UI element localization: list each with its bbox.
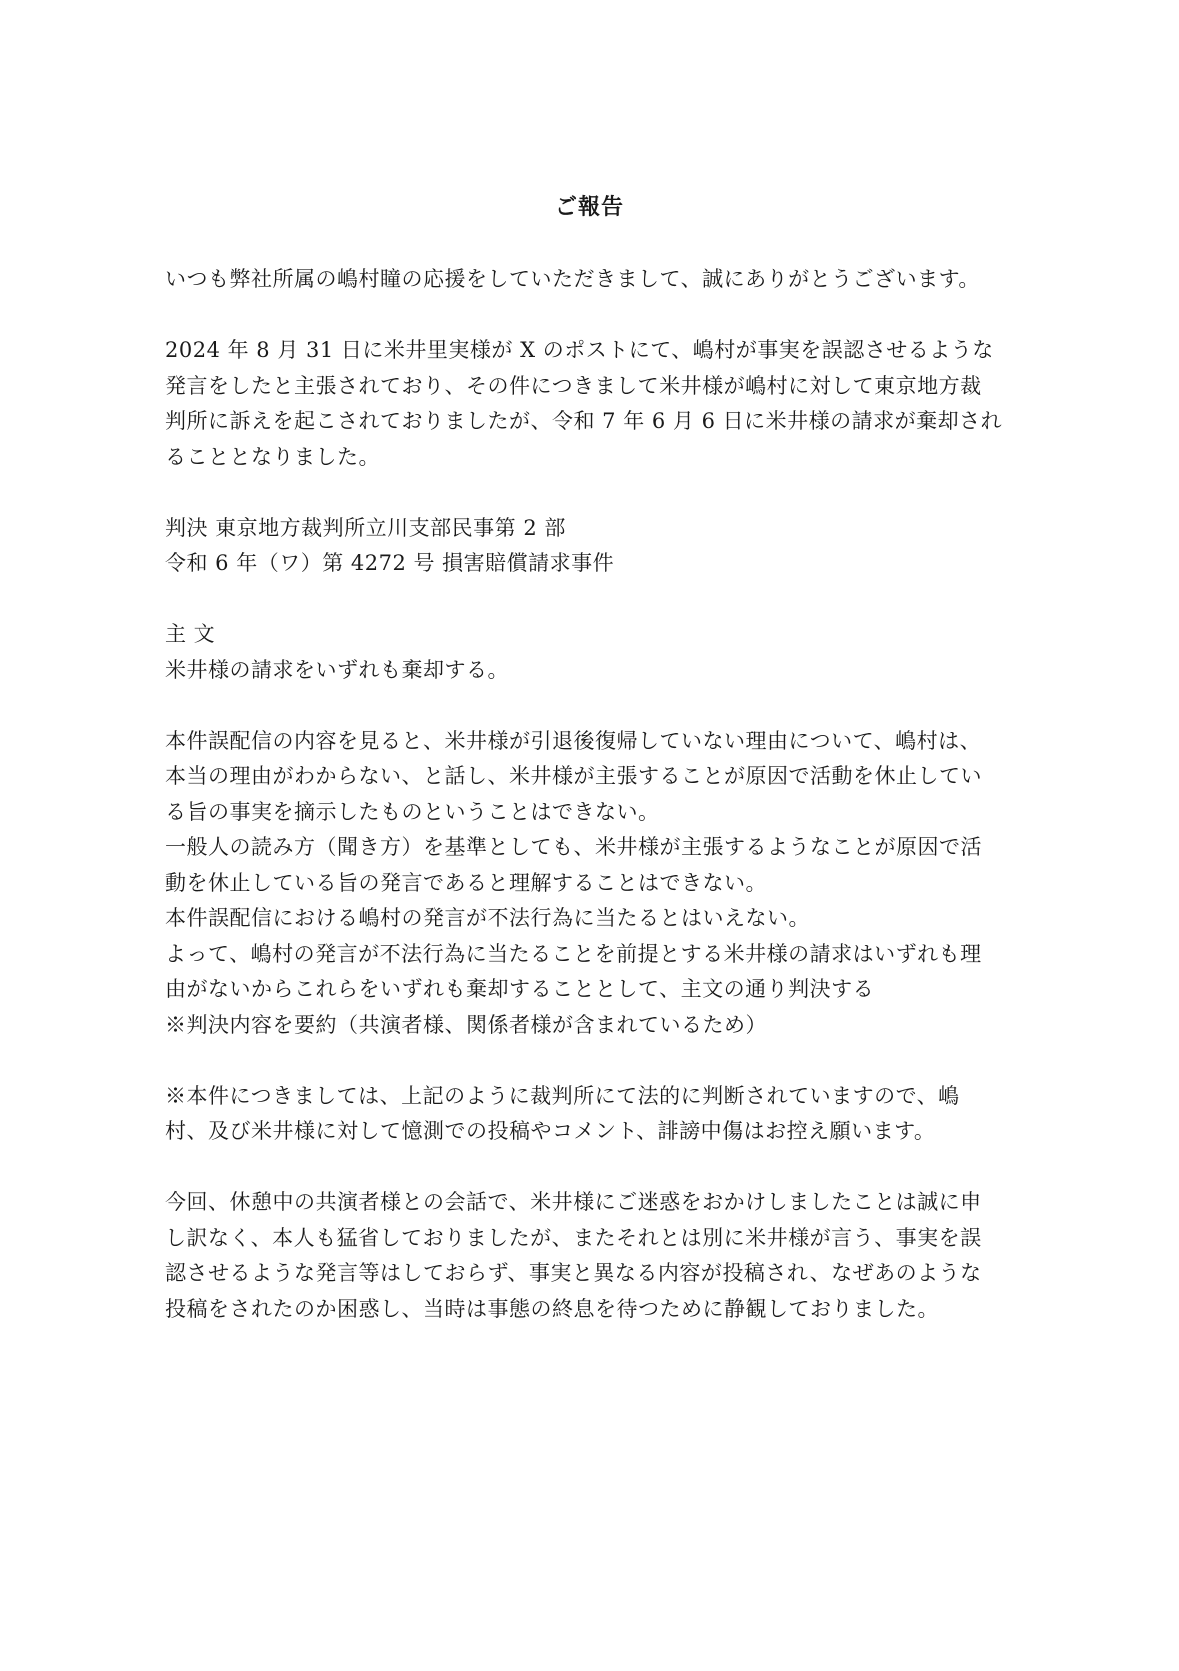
text-line: 本件誤配信の内容を見ると、米井様が引退後復帰していない理由について、嶋村は、 <box>165 728 982 753</box>
text-line: ることとなりました。 <box>165 444 380 469</box>
document-body <box>165 262 1015 1363</box>
text-line: 発言をしたと主張されており、その件につきまして米井様が嶋村に対して東京地方裁 <box>165 373 982 398</box>
text-line: ※判決内容を要約（共演者様、関係者様が含まれているため） <box>165 1012 767 1037</box>
case-info-paragraph <box>165 511 1015 582</box>
text-line: 動を休止している旨の発言であると理解することはできない。 <box>165 870 767 895</box>
text-line: 判決 東京地方裁判所立川支部民事第 2 部 <box>165 515 566 540</box>
closing-paragraph <box>165 1185 1015 1327</box>
lawsuit-summary-paragraph <box>165 333 1015 475</box>
text-line: 一般人の読み方（聞き方）を基準としても、米井様が主張するようなことが原因で活 <box>165 835 982 859</box>
text-line: 村、及び米井様に対して憶測での投稿やコメント、誹謗中傷はお控え願います。 <box>165 1119 936 1143</box>
text-line: 認させるような発言等はしておらず、事実と異なる内容が投稿され、なぜあのような <box>165 1261 982 1285</box>
judgment-reasoning-paragraph <box>165 724 1015 1044</box>
text-line: 判所に訴えを起こされておりましたが、令和 7 年 6 月 6 日に米井様の請求が棄却され <box>165 409 1003 433</box>
text-line: 2024 年 8 月 31 日に米井里実様が X のポストにて、嶋村が事実を誤認させるような <box>165 338 994 362</box>
text-line: 主 文 <box>165 622 216 646</box>
text-line: 由がないからこれらをいずれも棄却することとして、主文の通り判決する <box>165 977 875 1001</box>
text-line: 令和 6 年（ワ）第 4272 号 損害賠償請求事件 <box>165 551 615 575</box>
text-line: 米井様の請求をいずれも棄却する。 <box>165 657 509 682</box>
greeting-paragraph <box>165 262 1015 298</box>
text-line: し訳なく、本人も猛省しておりましたが、またそれとは別に米井様が言う、事実を誤 <box>165 1225 982 1250</box>
text-line: る旨の事実を摘示したものということはできない。 <box>165 799 660 824</box>
text-line: 今回、休憩中の共演者様との会話で、米井様にご迷惑をおかけしましたことは誠に申 <box>165 1190 982 1214</box>
text-line: よって、嶋村の発言が不法行為に当たることを前提とする米井様の請求はいずれも理 <box>165 941 982 966</box>
text-line: ※本件につきましては、上記のように裁判所にて法的に判断されていますので、嶋 <box>165 1083 960 1108</box>
document-title: ご報告 <box>554 194 624 220</box>
judgment-main-paragraph <box>165 617 1015 688</box>
text-line: 本件誤配信における嶋村の発言が不法行為に当たるとはいえない。 <box>165 906 810 930</box>
text-line: 本当の理由がわからない、と話し、米井様が主張することが原因で活動を休止してい <box>165 764 982 788</box>
request-paragraph <box>165 1079 1015 1150</box>
text-line: 投稿をされたのか困惑し、当時は事態の終息を待つために静観しておりました。 <box>165 1296 939 1321</box>
text-line: いつも弊社所属の嶋村瞳の応援をしていただきまして、誠にありがとうございます。 <box>165 267 980 291</box>
